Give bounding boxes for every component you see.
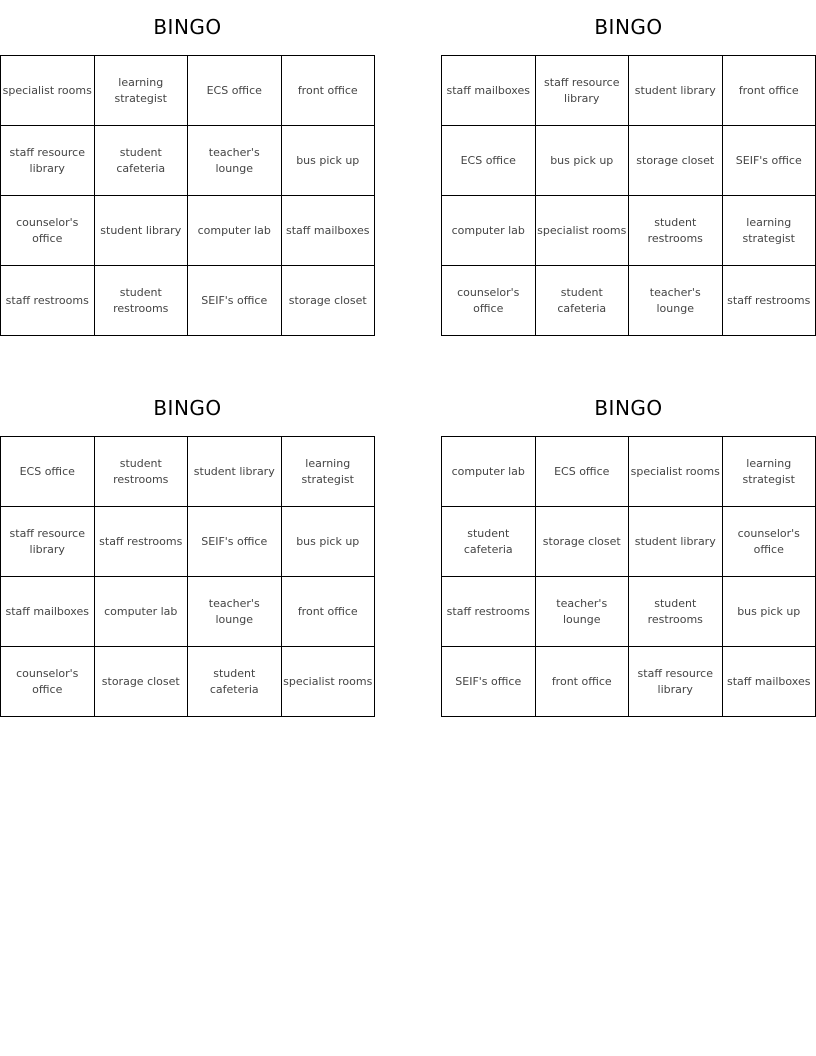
bingo-cell: staff resource library — [536, 56, 630, 126]
bingo-cell: computer lab — [95, 577, 189, 647]
bingo-cell: specialist rooms — [629, 437, 723, 507]
bingo-cell: staff restrooms — [95, 507, 189, 577]
bingo-cell: learning strategist — [723, 437, 816, 507]
bingo-cell: counselor's office — [723, 507, 816, 577]
bingo-cell: computer lab — [442, 196, 536, 266]
bingo-cell: student restrooms — [629, 577, 723, 647]
bingo-cell: staff resource library — [1, 126, 95, 196]
bingo-cell: counselor's office — [1, 196, 95, 266]
bingo-cell: student library — [629, 56, 723, 126]
bingo-cell: ECS office — [1, 437, 95, 507]
bingo-cell: front office — [536, 647, 630, 717]
bingo-cell: staff mailboxes — [1, 577, 95, 647]
bingo-cell: storage closet — [629, 126, 723, 196]
bingo-cell: student cafeteria — [536, 266, 630, 336]
bingo-cell: storage closet — [95, 647, 189, 717]
bingo-cell: specialist rooms — [282, 647, 376, 717]
bingo-cell: student restrooms — [95, 437, 189, 507]
bingo-cell: SEIF's office — [442, 647, 536, 717]
bingo-cell: student library — [95, 196, 189, 266]
bingo-cell: ECS office — [442, 126, 536, 196]
bingo-cell: storage closet — [536, 507, 630, 577]
bingo-cell: student cafeteria — [95, 126, 189, 196]
bingo-cell: SEIF's office — [188, 507, 282, 577]
bingo-cell: storage closet — [282, 266, 376, 336]
bingo-cell: teacher's lounge — [188, 126, 282, 196]
bingo-cell: ECS office — [188, 56, 282, 126]
bingo-cell: front office — [282, 56, 376, 126]
bingo-grid — [0, 436, 375, 717]
bingo-grid — [441, 436, 816, 717]
bingo-cell: student library — [629, 507, 723, 577]
bingo-grid — [0, 55, 375, 336]
bingo-cell: SEIF's office — [723, 126, 816, 196]
bingo-cell: staff mailboxes — [282, 196, 376, 266]
bingo-cell: teacher's lounge — [536, 577, 630, 647]
bingo-card — [441, 0, 816, 336]
bingo-cell: bus pick up — [282, 507, 376, 577]
bingo-cell: bus pick up — [536, 126, 630, 196]
bingo-cell: bus pick up — [282, 126, 376, 196]
bingo-cell: student library — [188, 437, 282, 507]
bingo-cell: counselor's office — [1, 647, 95, 717]
bingo-cell: student cafeteria — [442, 507, 536, 577]
bingo-cell: bus pick up — [723, 577, 816, 647]
bingo-cell: student restrooms — [629, 196, 723, 266]
bingo-cell: learning strategist — [723, 196, 816, 266]
bingo-cell: student restrooms — [95, 266, 189, 336]
bingo-cell: teacher's lounge — [629, 266, 723, 336]
bingo-grid — [441, 55, 816, 336]
bingo-cell: teacher's lounge — [188, 577, 282, 647]
bingo-cell: front office — [282, 577, 376, 647]
bingo-card-title: BINGO — [153, 396, 222, 420]
bingo-cell: counselor's office — [442, 266, 536, 336]
bingo-cell: staff mailboxes — [442, 56, 536, 126]
bingo-cell: staff mailboxes — [723, 647, 816, 717]
bingo-cell: staff restrooms — [723, 266, 816, 336]
bingo-card-title: BINGO — [594, 15, 663, 39]
bingo-cell: student cafeteria — [188, 647, 282, 717]
bingo-card-title: BINGO — [594, 396, 663, 420]
bingo-cell: computer lab — [188, 196, 282, 266]
bingo-cell: SEIF's office — [188, 266, 282, 336]
bingo-cell: learning strategist — [282, 437, 376, 507]
bingo-cell: specialist rooms — [536, 196, 630, 266]
bingo-card — [441, 381, 816, 717]
bingo-cell: staff restrooms — [1, 266, 95, 336]
bingo-cell: staff resource library — [629, 647, 723, 717]
bingo-cell: staff restrooms — [442, 577, 536, 647]
bingo-cell: staff resource library — [1, 507, 95, 577]
bingo-cell: computer lab — [442, 437, 536, 507]
bingo-cell: specialist rooms — [1, 56, 95, 126]
bingo-cell: learning strategist — [95, 56, 189, 126]
bingo-cell: ECS office — [536, 437, 630, 507]
bingo-cell: front office — [723, 56, 816, 126]
bingo-card-title: BINGO — [153, 15, 222, 39]
bingo-card — [0, 0, 375, 336]
bingo-card — [0, 381, 375, 717]
